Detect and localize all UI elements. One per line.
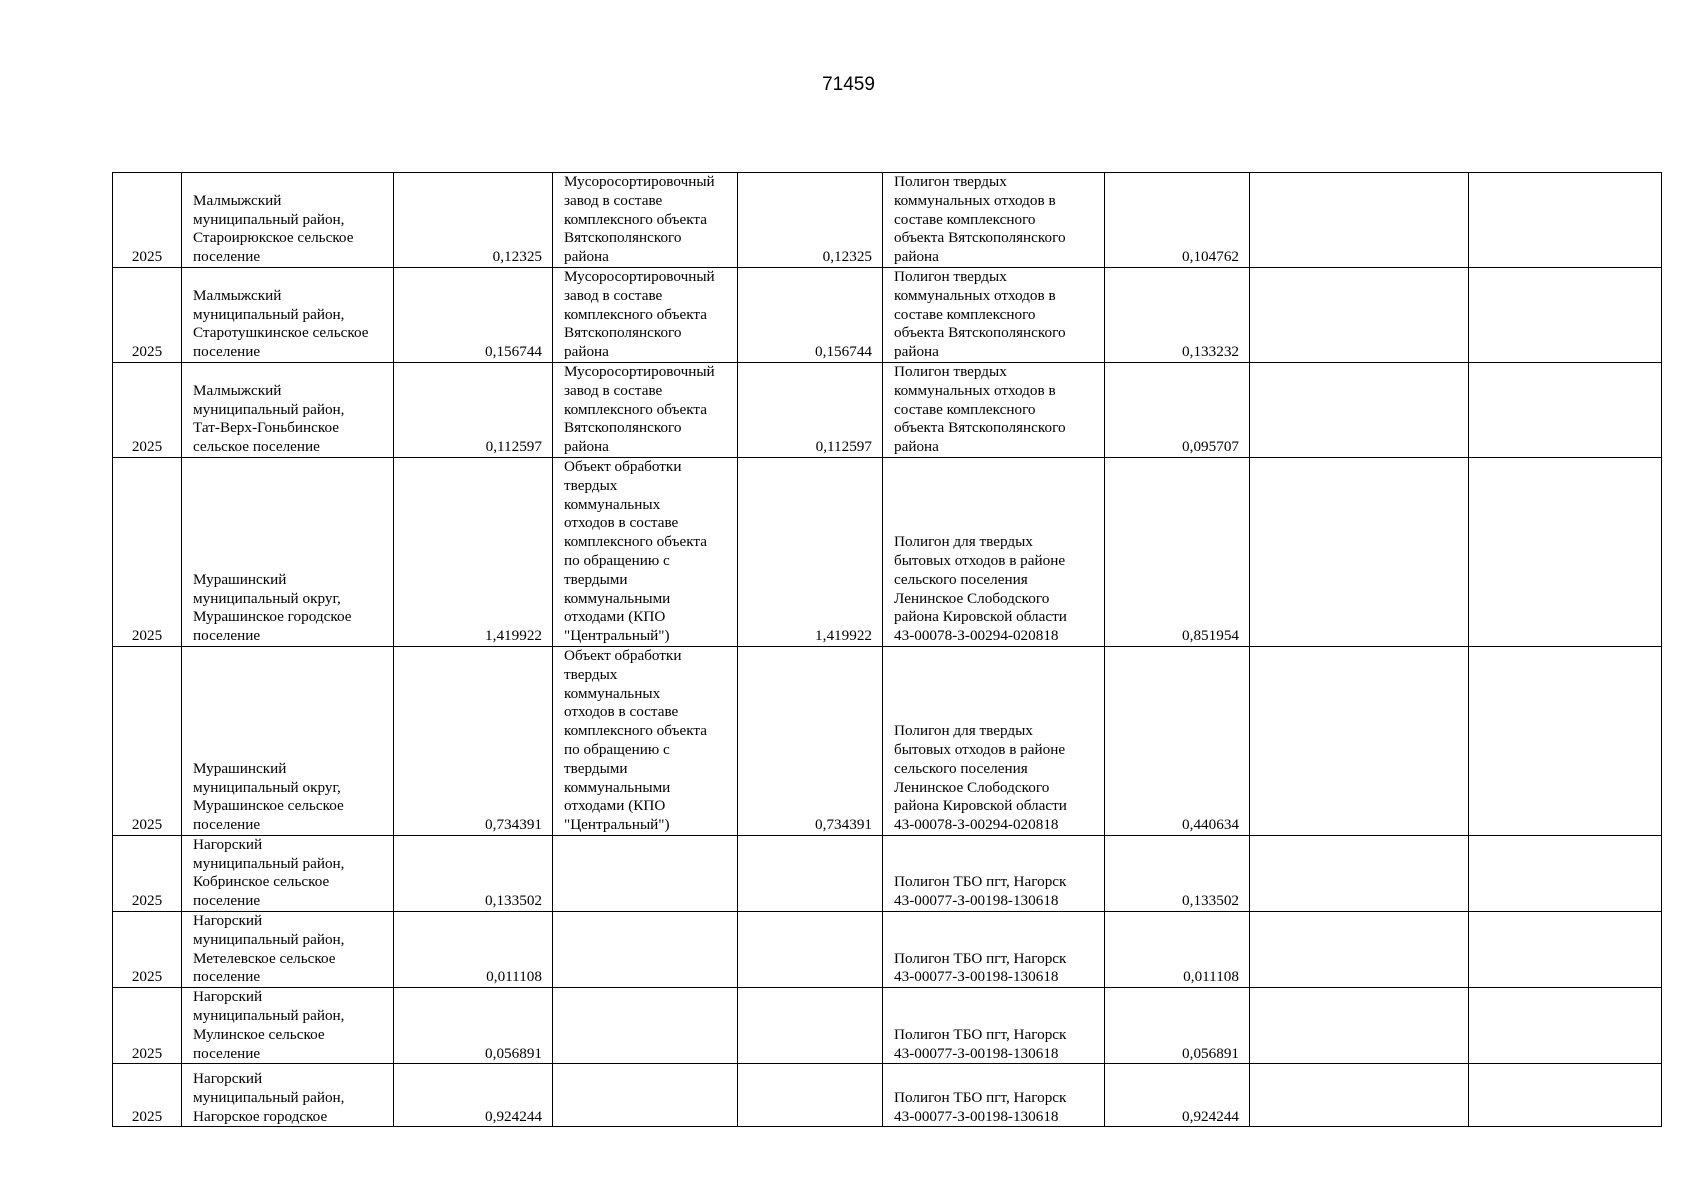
municipality-cell-line: Нагорский bbox=[193, 988, 263, 1006]
processing-facility-cell-line: твердых bbox=[564, 476, 618, 494]
municipality-cell-line: муниципальный район, bbox=[193, 930, 345, 948]
empty-cell-9 bbox=[1469, 173, 1662, 268]
processing-facility-cell bbox=[553, 988, 738, 1064]
processing-facility-cell-line: "Центральный") bbox=[564, 627, 670, 645]
processing-facility-cell-line: Объект обработки bbox=[564, 646, 682, 664]
disposal-facility-cell-line: коммунальных отходов в bbox=[894, 381, 1056, 399]
disposal-facility-cell-line: сельского поселения bbox=[894, 570, 1028, 588]
volume-cell: 0,12325 bbox=[394, 173, 553, 268]
table-row bbox=[113, 1064, 1662, 1127]
empty-cell-8 bbox=[1250, 173, 1469, 268]
disposal-volume-cell: 0,095707 bbox=[1105, 362, 1250, 457]
disposal-facility-cell-line: 43-00078-З-00294-020818 bbox=[894, 627, 1059, 645]
municipality-cell-line: Малмыжский bbox=[193, 191, 282, 209]
municipality-cell-line: муниципальный район, bbox=[193, 210, 345, 228]
disposal-facility-cell-line: Ленинское Слободского bbox=[894, 778, 1050, 796]
municipality-cell bbox=[182, 457, 394, 646]
processing-facility-cell-line: завод в составе bbox=[564, 191, 663, 209]
volume-cell: 1,419922 bbox=[394, 457, 553, 646]
municipality-cell bbox=[182, 267, 394, 362]
municipality-cell-line: поселение bbox=[193, 816, 261, 834]
processing-volume-cell bbox=[738, 835, 883, 911]
municipality-cell-line: поселение bbox=[193, 1044, 261, 1062]
disposal-facility-cell-line: района Кировской области bbox=[894, 797, 1067, 815]
disposal-facility-cell-line: 43-00078-З-00294-020818 bbox=[894, 816, 1059, 834]
empty-cell-9 bbox=[1469, 912, 1662, 988]
processing-facility-cell-line: Вятскополянского bbox=[564, 229, 682, 247]
disposal-volume-cell: 0,133502 bbox=[1105, 835, 1250, 911]
municipality-cell-line: поселение bbox=[193, 968, 261, 986]
municipality-cell-line: Кобринское сельское bbox=[193, 873, 330, 891]
disposal-volume-cell: 0,104762 bbox=[1105, 173, 1250, 268]
municipality-cell-line: Мурашинское городское bbox=[193, 608, 352, 626]
processing-facility-cell-line: комплексного объекта bbox=[564, 533, 707, 551]
processing-facility-cell-line: коммунальных bbox=[564, 684, 661, 702]
disposal-facility-cell-line: сельского поселения bbox=[894, 759, 1028, 777]
volume-cell: 0,133502 bbox=[394, 835, 553, 911]
disposal-volume-cell: 0,851954 bbox=[1105, 457, 1250, 646]
disposal-facility-cell-line: бытовых отходов в районе bbox=[894, 740, 1066, 758]
disposal-facility-cell-line: коммунальных отходов в bbox=[894, 191, 1056, 209]
disposal-facility-cell bbox=[883, 835, 1105, 911]
processing-facility-cell-line: коммунальными bbox=[564, 778, 671, 796]
disposal-facility-cell-line: 43-00077-З-00198-130618 bbox=[894, 1044, 1059, 1062]
processing-facility-cell-line: отходами (КПО bbox=[564, 608, 666, 626]
empty-cell-9 bbox=[1469, 267, 1662, 362]
table-row bbox=[113, 988, 1662, 1064]
municipality-cell-line: поселение bbox=[193, 627, 261, 645]
processing-facility-cell-line: Мусоросортировочный bbox=[564, 362, 715, 380]
processing-facility-cell-line: Вятскополянского bbox=[564, 419, 682, 437]
processing-volume-cell: 0,156744 bbox=[738, 267, 883, 362]
processing-facility-cell-line: комплексного объекта bbox=[564, 400, 707, 418]
disposal-facility-cell-line: района Кировской области bbox=[894, 608, 1067, 626]
disposal-facility-cell-line: Полигон ТБО пгт, Нагорск bbox=[894, 949, 1067, 967]
empty-cell-8 bbox=[1250, 835, 1469, 911]
disposal-facility-cell-line: составе комплексного bbox=[894, 210, 1036, 228]
disposal-facility-cell-line: Полигон для твердых bbox=[894, 533, 1033, 551]
processing-facility-cell-line: комплексного объекта bbox=[564, 722, 707, 740]
processing-facility-cell bbox=[553, 912, 738, 988]
empty-cell-9 bbox=[1469, 457, 1662, 646]
municipality-cell-line: Малмыжский bbox=[193, 286, 282, 304]
table-row bbox=[113, 457, 1662, 646]
processing-facility-cell-line: комплексного объекта bbox=[564, 210, 707, 228]
disposal-facility-cell-line: коммунальных отходов в bbox=[894, 286, 1056, 304]
empty-cell-8 bbox=[1250, 646, 1469, 835]
municipality-cell-line: муниципальный район, bbox=[193, 1088, 345, 1106]
municipality-cell bbox=[182, 835, 394, 911]
municipality-cell-line: Нагорский bbox=[193, 1070, 263, 1088]
disposal-facility-cell bbox=[883, 457, 1105, 646]
processing-volume-cell: 0,112597 bbox=[738, 362, 883, 457]
municipality-cell-line: Мурашинский bbox=[193, 759, 287, 777]
disposal-facility-cell-line: Полигон ТБО пгт, Нагорск bbox=[894, 873, 1067, 891]
processing-facility-cell-line: района bbox=[564, 248, 609, 266]
municipality-cell-line: Нагорский bbox=[193, 912, 263, 930]
table-row bbox=[113, 835, 1662, 911]
empty-cell-8 bbox=[1250, 988, 1469, 1064]
processing-facility-cell bbox=[553, 646, 738, 835]
disposal-facility-cell bbox=[883, 912, 1105, 988]
processing-facility-cell-line: района bbox=[564, 438, 609, 456]
disposal-facility-cell-line: бытовых отходов в районе bbox=[894, 551, 1066, 569]
processing-facility-cell bbox=[553, 835, 738, 911]
disposal-volume-cell: 0,133232 bbox=[1105, 267, 1250, 362]
processing-volume-cell bbox=[738, 988, 883, 1064]
municipality-cell bbox=[182, 173, 394, 268]
processing-facility-cell-line: отходов в составе bbox=[564, 703, 679, 721]
disposal-facility-cell-line: объекта Вятскополянского bbox=[894, 419, 1066, 437]
volume-cell: 0,056891 bbox=[394, 988, 553, 1064]
processing-volume-cell bbox=[738, 912, 883, 988]
municipality-cell-line: Мурашинский bbox=[193, 570, 287, 588]
municipality-cell-line: Мулинское сельское bbox=[193, 1025, 325, 1043]
table-row bbox=[113, 267, 1662, 362]
disposal-facility-cell-line: объекта Вятскополянского bbox=[894, 324, 1066, 342]
year-cell: 2025 bbox=[113, 646, 182, 835]
municipality-cell bbox=[182, 1064, 394, 1127]
disposal-facility-cell-line: 43-00077-З-00198-130618 bbox=[894, 968, 1059, 986]
processing-facility-cell-line: Мусоросортировочный bbox=[564, 267, 715, 285]
municipality-cell-line: муниципальный район, bbox=[193, 854, 345, 872]
empty-cell-9 bbox=[1469, 1064, 1662, 1127]
disposal-facility-cell bbox=[883, 362, 1105, 457]
empty-cell-9 bbox=[1469, 988, 1662, 1064]
processing-volume-cell: 1,419922 bbox=[738, 457, 883, 646]
processing-volume-cell bbox=[738, 1064, 883, 1127]
disposal-volume-cell: 0,924244 bbox=[1105, 1064, 1250, 1127]
waste-flow-table bbox=[112, 172, 1662, 1127]
table-row bbox=[113, 646, 1662, 835]
municipality-cell-line: Нагорское городское bbox=[193, 1107, 328, 1125]
municipality-cell-line: поселение bbox=[193, 892, 261, 910]
empty-cell-9 bbox=[1469, 646, 1662, 835]
processing-facility-cell-line: района bbox=[564, 343, 609, 361]
processing-facility-cell bbox=[553, 457, 738, 646]
municipality-cell-line: поселение bbox=[193, 343, 261, 361]
disposal-facility-cell-line: составе комплексного bbox=[894, 305, 1036, 323]
processing-facility-cell-line: отходов в составе bbox=[564, 514, 679, 532]
year-cell: 2025 bbox=[113, 912, 182, 988]
disposal-facility-cell-line: объекта Вятскополянского bbox=[894, 229, 1066, 247]
processing-facility-cell-line: отходами (КПО bbox=[564, 797, 666, 815]
municipality-cell bbox=[182, 988, 394, 1064]
municipality-cell-line: муниципальный район, bbox=[193, 305, 345, 323]
volume-cell: 0,924244 bbox=[394, 1064, 553, 1127]
disposal-volume-cell: 0,440634 bbox=[1105, 646, 1250, 835]
year-cell: 2025 bbox=[113, 173, 182, 268]
processing-facility-cell-line: завод в составе bbox=[564, 286, 663, 304]
processing-facility-cell bbox=[553, 362, 738, 457]
municipality-cell-line: Малмыжский bbox=[193, 381, 282, 399]
table-row bbox=[113, 173, 1662, 268]
processing-volume-cell: 0,734391 bbox=[738, 646, 883, 835]
processing-facility-cell-line: Объект обработки bbox=[564, 457, 682, 475]
municipality-cell bbox=[182, 362, 394, 457]
empty-cell-9 bbox=[1469, 362, 1662, 457]
disposal-facility-cell-line: 43-00077-З-00198-130618 bbox=[894, 892, 1059, 910]
empty-cell-8 bbox=[1250, 457, 1469, 646]
volume-cell: 0,156744 bbox=[394, 267, 553, 362]
table-row bbox=[113, 362, 1662, 457]
disposal-facility-cell-line: Полигон твердых bbox=[894, 362, 1007, 380]
table-body bbox=[113, 173, 1662, 1127]
processing-facility-cell bbox=[553, 173, 738, 268]
processing-facility-cell-line: "Центральный") bbox=[564, 816, 670, 834]
municipality-cell-line: Нагорский bbox=[193, 835, 263, 853]
disposal-facility-cell-line: составе комплексного bbox=[894, 400, 1036, 418]
municipality-cell bbox=[182, 646, 394, 835]
processing-facility-cell-line: по обращению с bbox=[564, 740, 670, 758]
empty-cell-8 bbox=[1250, 362, 1469, 457]
disposal-facility-cell bbox=[883, 988, 1105, 1064]
disposal-facility-cell bbox=[883, 173, 1105, 268]
municipality-cell-line: Метелевское сельское bbox=[193, 949, 336, 967]
volume-cell: 0,011108 bbox=[394, 912, 553, 988]
processing-facility-cell-line: Мусоросортировочный bbox=[564, 173, 715, 190]
processing-facility-cell bbox=[553, 1064, 738, 1127]
processing-facility-cell-line: твердыми bbox=[564, 759, 628, 777]
municipality-cell-line: муниципальный район, bbox=[193, 400, 345, 418]
processing-facility-cell-line: комплексного объекта bbox=[564, 305, 707, 323]
disposal-facility-cell-line: Полигон ТБО пгт, Нагорск bbox=[894, 1025, 1067, 1043]
empty-cell-8 bbox=[1250, 267, 1469, 362]
year-cell: 2025 bbox=[113, 362, 182, 457]
empty-cell-9 bbox=[1469, 835, 1662, 911]
processing-facility-cell-line: Вятскополянского bbox=[564, 324, 682, 342]
disposal-facility-cell-line: района bbox=[894, 438, 939, 456]
processing-facility-cell-line: коммунальных bbox=[564, 495, 661, 513]
disposal-facility-cell-line: района bbox=[894, 248, 939, 266]
disposal-volume-cell: 0,011108 bbox=[1105, 912, 1250, 988]
municipality-cell-line: Мурашинское сельское bbox=[193, 797, 344, 815]
processing-facility-cell-line: твердых bbox=[564, 665, 618, 683]
year-cell: 2025 bbox=[113, 457, 182, 646]
disposal-facility-cell bbox=[883, 646, 1105, 835]
year-cell: 2025 bbox=[113, 988, 182, 1064]
processing-facility-cell-line: коммунальными bbox=[564, 589, 671, 607]
disposal-facility-cell-line: 43-00077-З-00198-130618 bbox=[894, 1107, 1059, 1125]
municipality-cell-line: муниципальный округ, bbox=[193, 589, 341, 607]
disposal-facility-cell-line: Полигон ТБО пгт, Нагорск bbox=[894, 1088, 1067, 1106]
processing-facility-cell-line: завод в составе bbox=[564, 381, 663, 399]
municipality-cell bbox=[182, 912, 394, 988]
processing-facility-cell-line: по обращению с bbox=[564, 551, 670, 569]
year-cell: 2025 bbox=[113, 267, 182, 362]
disposal-facility-cell bbox=[883, 267, 1105, 362]
disposal-facility-cell-line: Ленинское Слободского bbox=[894, 589, 1050, 607]
disposal-facility-cell-line: Полигон твердых bbox=[894, 267, 1007, 285]
processing-facility-cell bbox=[553, 267, 738, 362]
municipality-cell-line: муниципальный округ, bbox=[193, 778, 341, 796]
disposal-facility-cell bbox=[883, 1064, 1105, 1127]
disposal-facility-cell-line: Полигон твердых bbox=[894, 173, 1007, 190]
disposal-volume-cell: 0,056891 bbox=[1105, 988, 1250, 1064]
municipality-cell-line: сельское поселение bbox=[193, 438, 320, 456]
volume-cell: 0,112597 bbox=[394, 362, 553, 457]
municipality-cell-line: поселение bbox=[193, 248, 261, 266]
municipality-cell-line: Старотушкинское сельское bbox=[193, 324, 369, 342]
table-row bbox=[113, 912, 1662, 988]
disposal-facility-cell-line: района bbox=[894, 343, 939, 361]
municipality-cell-line: муниципальный район, bbox=[193, 1007, 345, 1025]
disposal-facility-cell-line: Полигон для твердых bbox=[894, 722, 1033, 740]
volume-cell: 0,734391 bbox=[394, 646, 553, 835]
page-number: 71459 bbox=[822, 74, 875, 95]
empty-cell-8 bbox=[1250, 912, 1469, 988]
processing-volume-cell: 0,12325 bbox=[738, 173, 883, 268]
year-cell: 2025 bbox=[113, 1064, 182, 1127]
municipality-cell-line: Тат-Верх-Гоньбинское bbox=[193, 419, 339, 437]
processing-facility-cell-line: твердыми bbox=[564, 570, 628, 588]
empty-cell-8 bbox=[1250, 1064, 1469, 1127]
municipality-cell-line: Староирюкское сельское bbox=[193, 229, 354, 247]
year-cell: 2025 bbox=[113, 835, 182, 911]
